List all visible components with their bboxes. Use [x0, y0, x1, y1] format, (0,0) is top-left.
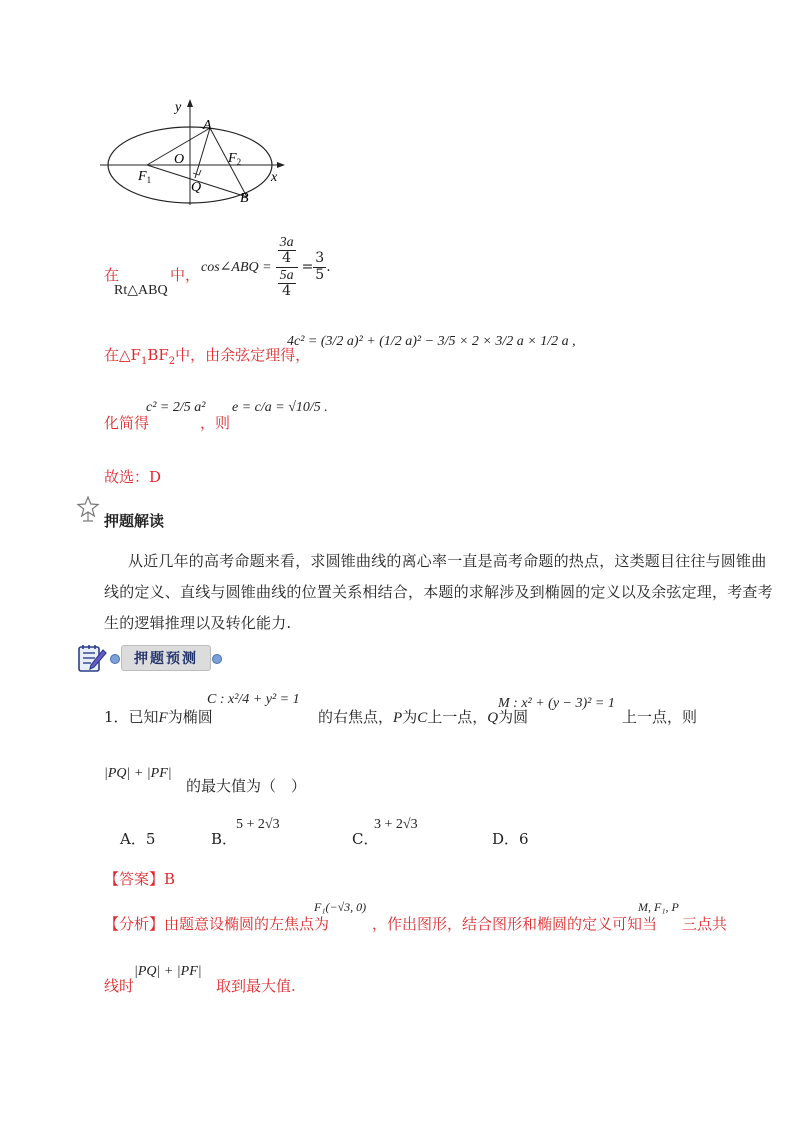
- cos-denominator: [276, 268, 298, 300]
- q1-ellipse-equation: C : x²/4 + y² = 1: [207, 692, 300, 707]
- label-y: y: [175, 100, 182, 115]
- interpretation-heading: 押题解读: [104, 512, 165, 530]
- notepad-pen-icon: [76, 642, 108, 674]
- option-b-value[interactable]: 5 + 2√3: [236, 817, 280, 832]
- cosine-law-formula: 4c² = (3/2 a)² + (1/2 a)² − 3/5 × 2 × 3/2 a × 1/2 a ,: [287, 334, 576, 349]
- label-x: x: [271, 170, 278, 185]
- solution-line2-label: 在$\triangle F_1BF_2$中，由余弦定理得，: [104, 346, 311, 367]
- option-c-label[interactable]: C．: [352, 830, 379, 848]
- cos-formula: [201, 232, 331, 302]
- q1-analysis-line2-end: 取到最大值.: [216, 977, 296, 995]
- q1-analysis-line1-mid: ，作出图形，结合图形和椭圆的定义可知当: [372, 915, 658, 933]
- q1-analysis-line1-end: 三点共: [682, 915, 728, 933]
- solution-line1-triangle: [114, 282, 168, 299]
- cos-den-frac: [278, 268, 296, 300]
- banner-label: 押题预测: [134, 651, 198, 667]
- interpretation-para-line2: 线的定义、直线与圆锥曲线的位置关系相结合，本题的求解涉及到椭圆的定义以及余弦定理，考查考: [104, 583, 773, 601]
- solution-line1-prefix: 在: [104, 266, 120, 284]
- q1-analysis-line1: 【分析】由题意设椭圆的左焦点为: [104, 915, 330, 933]
- analysis-points: M, F₁, P: [638, 900, 679, 914]
- den-bottom: 4: [282, 282, 292, 299]
- label-f1: $F_1$: [138, 169, 152, 185]
- cos-lhs: cos∠ABQ =: [201, 259, 272, 275]
- q1-answer: 【答案】B: [104, 870, 176, 888]
- y-axis-arrow: [187, 99, 193, 107]
- analysis-left-focus: F₁(−√3, 0): [314, 900, 367, 914]
- banner-dot-right: [212, 654, 222, 664]
- cos-numerator: [276, 235, 298, 268]
- solution-line1-mid: 中，: [170, 266, 201, 284]
- solution-line3-then: ，则: [200, 414, 231, 432]
- q1-line1: 1．已知F为椭圆: [104, 708, 213, 726]
- q1-line1-end: 上一点，则: [622, 708, 698, 726]
- banner-label-box: [121, 645, 211, 671]
- q1-line2-end: 的最大值为（ ）: [186, 777, 307, 795]
- interpretation-para-line3: 生的逻辑推理以及转化能力.: [104, 614, 292, 632]
- option-d[interactable]: D．6: [492, 830, 529, 848]
- num-bottom: 4: [282, 250, 292, 267]
- analysis-expression: |PQ| + |PF|: [134, 964, 202, 979]
- cos-num-frac: [278, 235, 296, 267]
- q1-circle-equation: M : x² + (y − 3)² = 1: [498, 696, 615, 711]
- label-o: O: [174, 152, 185, 167]
- cos-big-fraction: [276, 235, 298, 300]
- cos-end: .: [326, 259, 331, 275]
- option-a[interactable]: A．5: [120, 830, 156, 848]
- option-c-value[interactable]: 3 + 2√3: [374, 817, 418, 832]
- q1-expression: |PQ| + |PF|: [104, 766, 172, 781]
- den-top: 5a: [279, 267, 294, 283]
- banner-dot-left: [110, 654, 120, 664]
- num-top: 3a: [279, 234, 294, 250]
- q1-analysis-line2-start: 线时: [104, 977, 135, 995]
- solution-answer: 故选：D: [104, 468, 162, 486]
- label-a: A: [203, 118, 212, 133]
- label-b: B: [240, 191, 249, 206]
- x-axis-arrow: [277, 162, 285, 168]
- q1-line1-mid: 的右焦点，P为C上一点，Q为圆: [318, 708, 529, 726]
- rt-triangle-abq: Rt△ABQ: [114, 283, 168, 298]
- interpretation-para-line1: 从近几年的高考命题来看，求圆锥曲线的离心率一直是高考命题的热点，这类题目往往与圆锥曲: [128, 552, 767, 570]
- solution-line3-prefix: 化简得: [104, 414, 150, 432]
- result-top: 3: [315, 250, 325, 267]
- ellipse-diagram: [95, 95, 295, 210]
- prediction-banner: [76, 642, 216, 674]
- simplified-formula: c² = 2/5 a²: [146, 400, 206, 415]
- label-q: Q: [191, 180, 202, 195]
- cos-result: [313, 251, 326, 283]
- eccentricity-formula: e = c/a = √10/5 .: [232, 400, 328, 415]
- option-b-label[interactable]: B．: [211, 830, 238, 848]
- star-icon: [76, 496, 100, 522]
- cos-equals: =: [301, 259, 314, 275]
- result-bottom: 5: [315, 266, 325, 283]
- label-f2: $F_2$: [228, 151, 242, 167]
